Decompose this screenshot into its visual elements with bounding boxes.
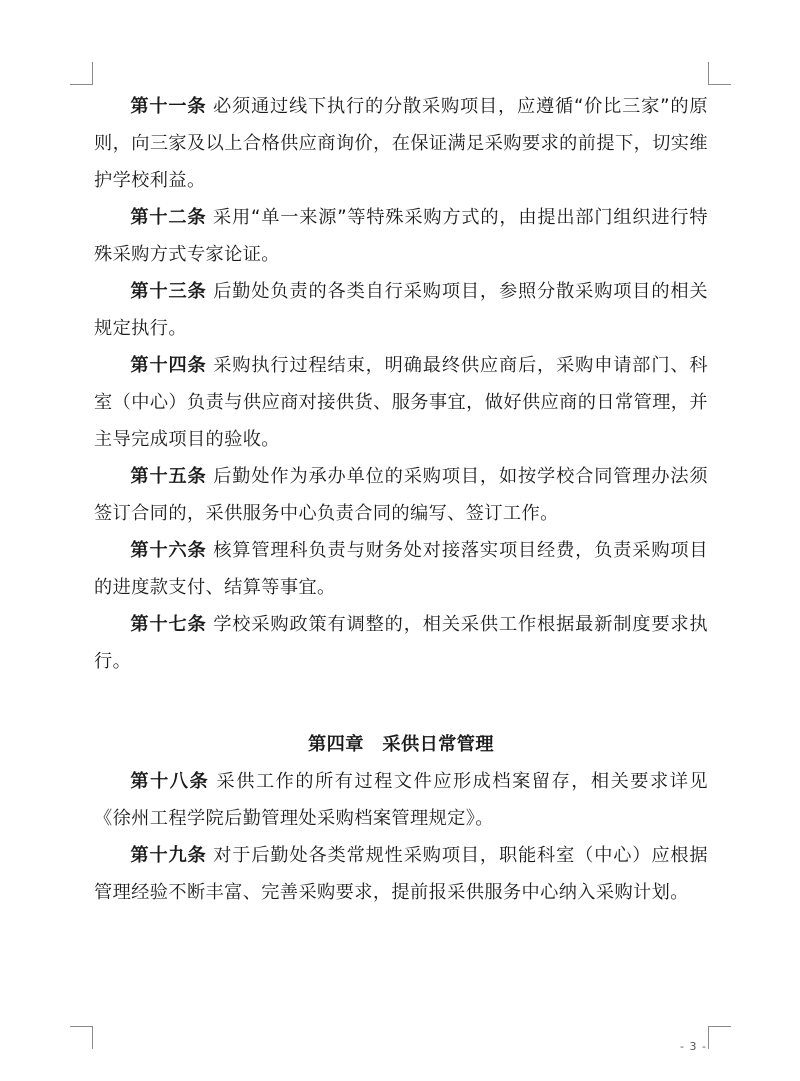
article-12 <box>94 199 708 273</box>
crop-mark-bottom-right <box>708 1026 731 1049</box>
article-text: 采供工作的所有过程文件应形成档案留存，相关要求详见《徐州工程学院后勤管理处采购档案管理规定》。 <box>94 771 708 829</box>
crop-mark-top-right <box>708 62 731 85</box>
article-14 <box>94 347 708 458</box>
article-heading: 第十七条 <box>130 614 207 635</box>
article-heading: 第十六条 <box>130 540 207 561</box>
article-heading: 第十四条 <box>130 355 207 376</box>
article-text: 采用“单一来源”等特殊采购方式的，由提出部门组织进行特殊采购方式专家论证。 <box>94 207 708 265</box>
article-15 <box>94 458 708 532</box>
article-text: 后勤处负责的各类自行采购项目，参照分散采购项目的相关规定执行。 <box>94 281 709 339</box>
article-heading: 第十九条 <box>130 845 207 866</box>
article-text: 后勤处作为承办单位的采购项目，如按学校合同管理办法须签订合同的，采供服务中心负责合同的编写、签订工作。 <box>94 466 709 524</box>
article-heading: 第十三条 <box>130 281 207 302</box>
chapter-heading: 第四章 采供日常管理 <box>308 734 494 755</box>
article-text: 对于后勤处各类常规性采购项目，职能科室（中心）应根据管理经验不断丰富、完善采购要求，提前报采供服务中心纳入采购计划。 <box>94 845 709 903</box>
crop-mark-bottom-left <box>70 1026 93 1049</box>
article-text: 采购执行过程结束，明确最终供应商后，采购申请部门、科室（中心）负责与供应商对接供货、服务事宜，做好供应商的日常管理，并主导完成项目的验收。 <box>94 355 709 450</box>
article-heading: 第十一条 <box>130 96 207 117</box>
article-11 <box>94 88 708 199</box>
article-16 <box>94 532 708 606</box>
article-18 <box>94 763 708 837</box>
article-text: 必须通过线下执行的分散采购项目，应遵循“价比三家”的原则，向三家及以上合格供应商询价，在保证满足采购要求的前提下，切实维护学校利益。 <box>94 96 708 191</box>
article-heading: 第十二条 <box>130 207 207 228</box>
crop-mark-top-left <box>70 62 93 85</box>
article-heading: 第十八条 <box>130 771 210 792</box>
article-text: 学校采购政策有调整的，相关采供工作根据最新制度要求执行。 <box>94 614 709 672</box>
article-text: 核算管理科负责与财务处对接落实项目经费，负责采购项目的进度款支付、结算等事宜。 <box>94 540 709 598</box>
page-number: - 3 - <box>680 1040 707 1053</box>
article-heading: 第十五条 <box>130 466 207 487</box>
article-17 <box>94 606 708 680</box>
document-body <box>94 88 708 911</box>
article-13 <box>94 273 708 347</box>
article-19 <box>94 837 708 911</box>
